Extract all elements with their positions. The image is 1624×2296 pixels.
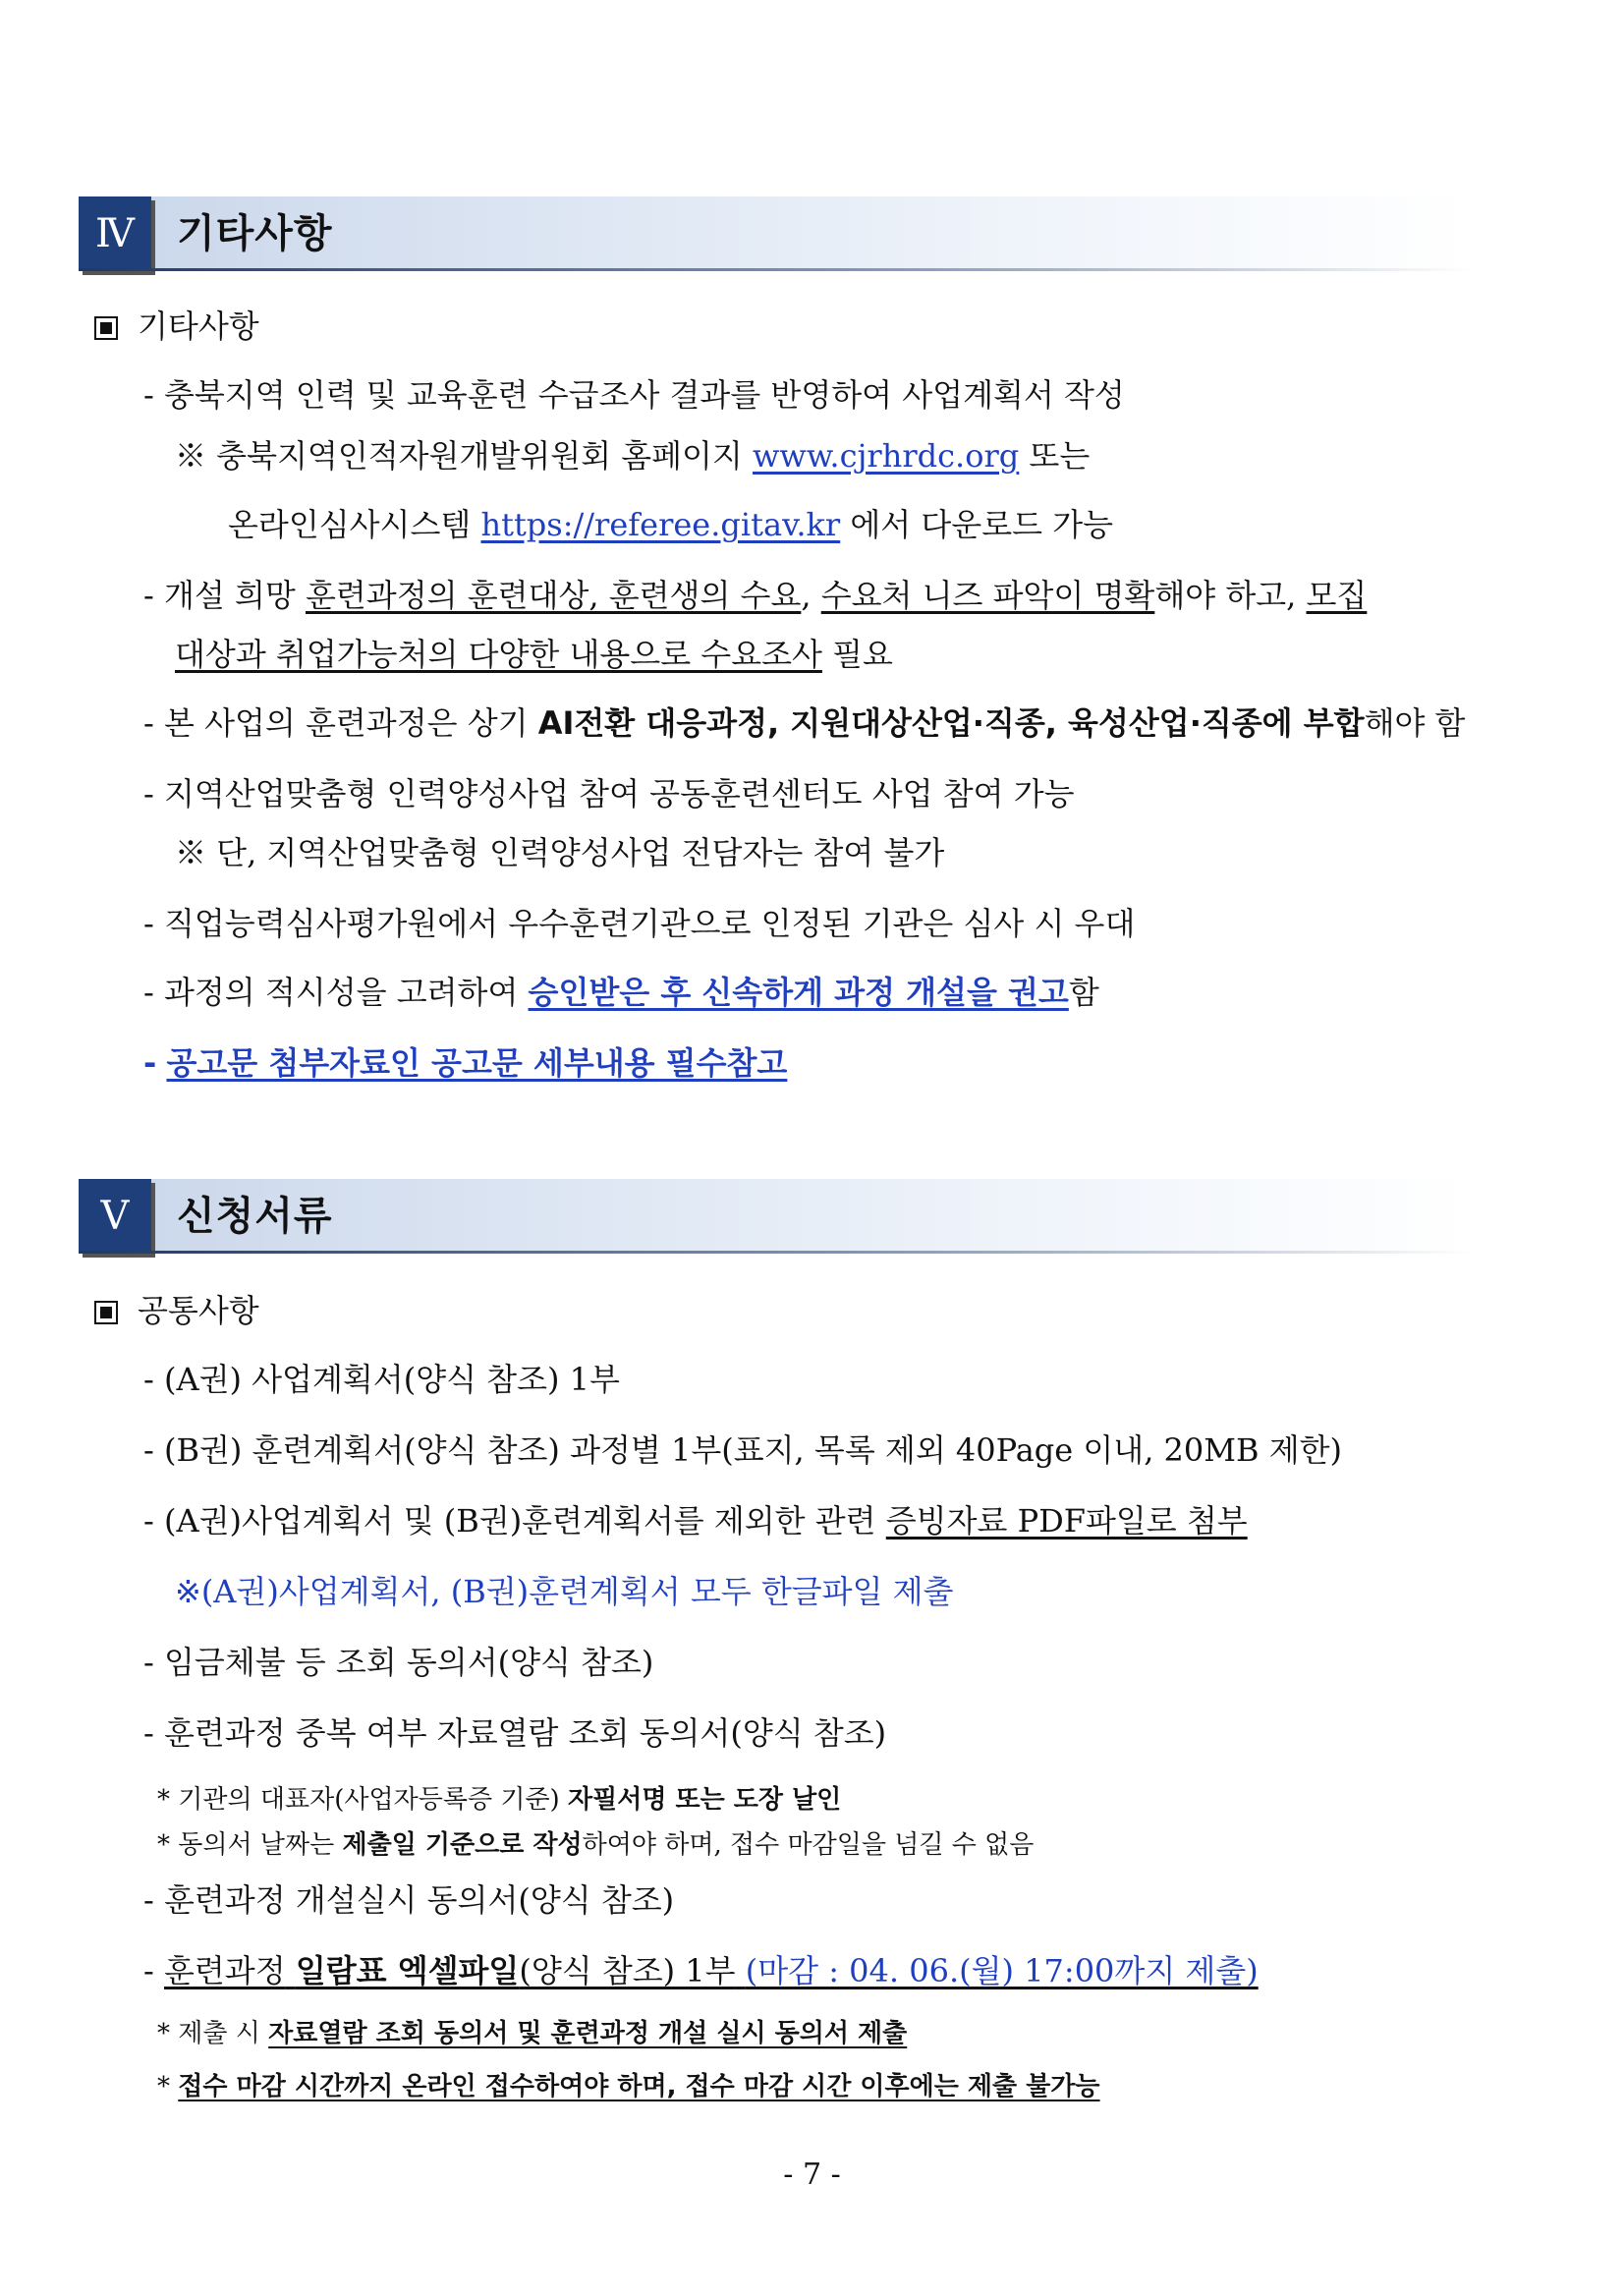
- footnote: * 기관의 대표자(사업자등록증 기준) 자필서명 또는 도장 날인: [157, 1785, 842, 1815]
- list-item: - 지역산업맞춤형 인력양성사업 참여 공동훈련센터도 사업 참여 가능: [143, 775, 1075, 812]
- footnote: * 동의서 날짜는 제출일 기준으로 작성하여야 하며, 접수 마감일을 넘길 수 없음: [157, 1830, 1035, 1860]
- section-header-5: [79, 1179, 1474, 1254]
- page-number: - 7 -: [783, 2157, 841, 2192]
- list-note: ※(A권)사업계획서, (B권)훈련계획서 모두 한글파일 제출: [175, 1573, 954, 1610]
- list-item: - 과정의 적시성을 고려하여 승인받은 후 신속하게 과정 개설을 권고함: [143, 974, 1099, 1011]
- list-item: - 훈련과정 중복 여부 자료열람 조회 동의서(양식 참조): [143, 1714, 887, 1752]
- list-item: - 임금체불 등 조회 동의서(양식 참조): [143, 1644, 654, 1681]
- list-item: - 직업능력심사평가원에서 우수훈련기관으로 인정된 기관은 심사 시 우대: [143, 905, 1136, 942]
- list-item: - 개설 희망 훈련과정의 훈련대상, 훈련생의 수요, 수요처 니즈 파악이 명확해야 하고, 모집: [143, 577, 1368, 614]
- list-item-continued: 대상과 취업가능처의 다양한 내용으로 수요조사 필요: [175, 636, 893, 673]
- list-item: - (A권) 사업계획서(양식 참조) 1부: [143, 1361, 620, 1398]
- list-item-emphasis: - 공고문 첨부자료인 공고문 세부내용 필수참고: [143, 1044, 788, 1082]
- section-title: 기타사항: [177, 211, 333, 256]
- list-note: ※ 충북지역인적자원개발위원회 홈페이지 www.cjrhrdc.org 또는: [175, 437, 1091, 475]
- list-item: - 훈련과정 개설실시 동의서(양식 참조): [143, 1881, 675, 1919]
- list-note-continued: 온라인심사시스템 https://referee.gitav.kr 에서 다운로드 가능: [228, 506, 1114, 543]
- list-item: - 훈련과정 일람표 엑셀파일(양식 참조) 1부 (마감 : 04. 06.(월) 17:00까지 제출): [143, 1952, 1259, 1989]
- homepage-link[interactable]: www.cjrhrdc.org: [753, 437, 1020, 475]
- section-number-badge: Ⅳ: [79, 196, 151, 271]
- square-bullet-icon: [94, 316, 118, 340]
- section-title: 신청서류: [177, 1194, 333, 1239]
- section-header-4: [79, 196, 1474, 271]
- section-underline: [79, 1251, 1474, 1254]
- list-item: - 본 사업의 훈련과정은 상기 AI전환 대응과정, 지원대상산업·직종, 육성산업·직종에 부합해야 함: [143, 704, 1466, 742]
- subsection-heading-text: 기타사항: [138, 308, 259, 345]
- list-item: - (B권) 훈련계획서(양식 참조) 과정별 1부(표지, 목록 제외 40Page 이내, 20MB 제한): [143, 1431, 1343, 1469]
- list-note: ※ 단, 지역산업맞춤형 인력양성사업 전담자는 참여 불가: [175, 834, 945, 871]
- list-item: - 충북지역 인력 및 교육훈련 수급조사 결과를 반영하여 사업계획서 작성: [143, 376, 1125, 414]
- subsection-heading: [94, 1289, 259, 1332]
- subsection-heading-text: 공통사항: [138, 1292, 259, 1329]
- section-number-badge: Ⅴ: [79, 1179, 151, 1254]
- footnote: * 접수 마감 시간까지 온라인 접수하여야 하며, 접수 마감 시간 이후에는 제출 불가능: [157, 2072, 1100, 2101]
- square-bullet-icon: [94, 1301, 118, 1324]
- section-underline: [79, 268, 1474, 271]
- footnote: * 제출 시 자료열람 조회 동의서 및 훈련과정 개설 실시 동의서 제출: [157, 2019, 908, 2048]
- subsection-heading: [94, 305, 259, 348]
- referee-system-link[interactable]: https://referee.gitav.kr: [480, 506, 841, 543]
- list-item: - (A권)사업계획서 및 (B권)훈련계획서를 제외한 관련 증빙자료 PDF파일로 첨부: [143, 1502, 1248, 1540]
